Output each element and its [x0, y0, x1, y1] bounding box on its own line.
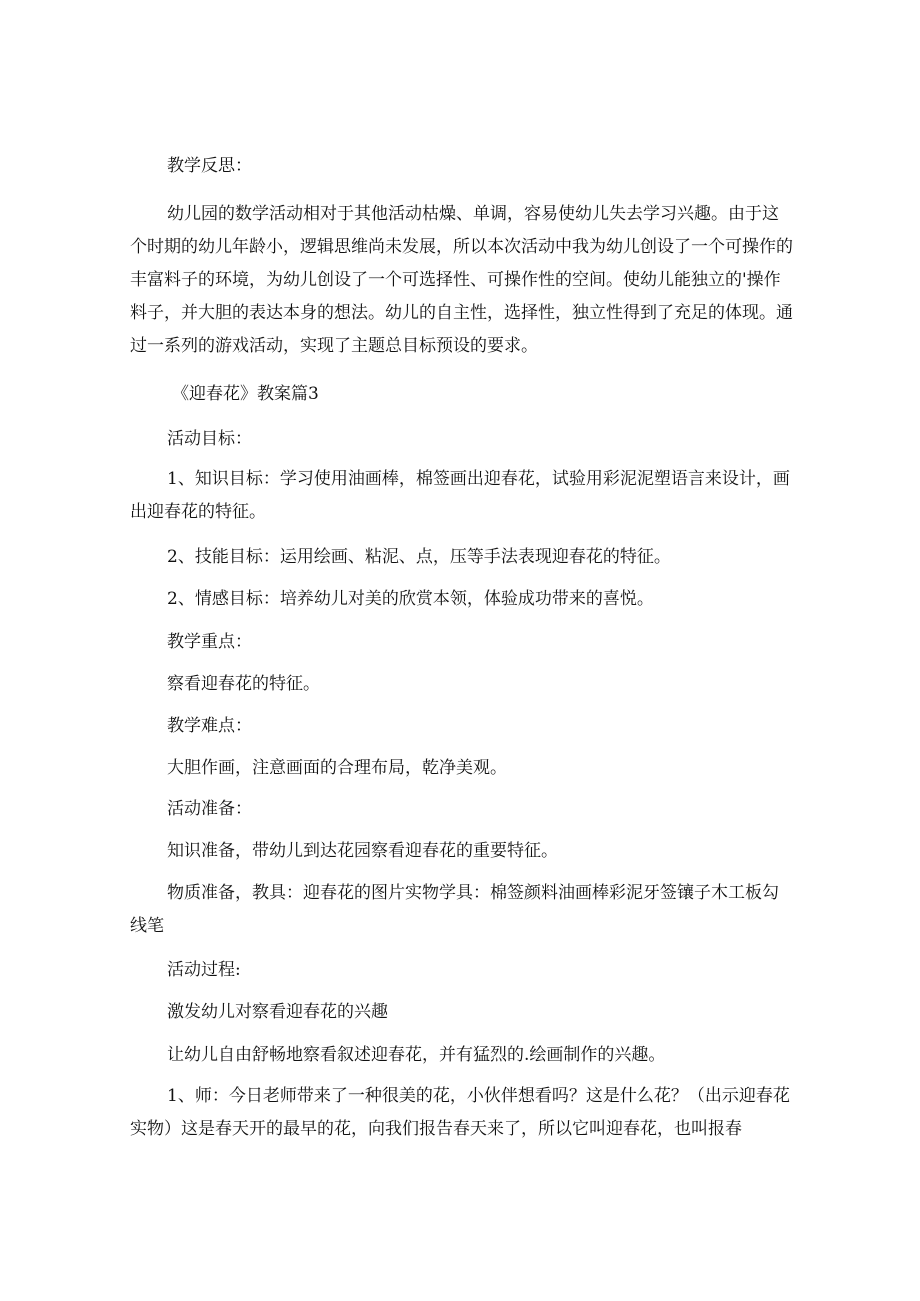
- goal-skill: 2、技能目标：运用绘画、粘泥、点，压等手法表现迎春花的特征。: [167, 547, 671, 567]
- knowledge-prep-text: 知识准备，带幼儿到达花园察看迎春花的重要特征。: [167, 841, 558, 861]
- paragraph-reflection-body: 幼儿园的数学活动相对于其他活动枯燥、单调，容易使幼儿失去学习兴趣。由于这个时期的幼儿年龄小，逻辑思维尚未发展，所以本次活动中我为幼儿创设了一个可操作的丰富料子的环境，为幼儿创设了一个可选择性、可操作性的空间。使幼儿能独立的'操作料子，并大胆的表达本身的想法。幼儿的自主性，选择性，独立性得到了充足的体现。通过一系列的游戏活动，实现了主题总目标预设的要求。: [130, 204, 793, 356]
- teaching-focus-text: 察看迎春花的特征。: [167, 674, 320, 694]
- goal-knowledge: 1、知识目标：学习使用油画棒，棉签画出迎春花，试验用彩泥泥塑语言来设计，画出迎春花的特征。: [130, 469, 790, 522]
- goal-emotion: 2、情感目标：培养幼儿对美的欣赏本领，体验成功带来的喜悦。: [167, 589, 654, 609]
- process-step-observe: 让幼儿自由舒畅地察看叙述迎春花，并有猛烈的.绘画制作的兴趣。: [167, 1045, 666, 1065]
- heading-activity-process: 活动过程:: [167, 960, 241, 980]
- heading-activity-prep: 活动准备：: [167, 799, 252, 819]
- section-title-lesson-plan-3: 《迎春花》教案篇3: [172, 384, 319, 404]
- teaching-difficulty-text: 大胆作画，注意画面的合理布局，乾净美观。: [167, 758, 507, 778]
- process-step-teacher-intro: 1、师：今日老师带来了一种很美的花，小伙伴想看吗？这是什么花？（出示迎春花实物）这是春天开的最早的花，向我们报告春天来了，所以它叫迎春花，也叫报春: [130, 1086, 790, 1139]
- heading-activity-goals: 活动目标：: [167, 429, 252, 449]
- heading-teaching-focus: 教学重点：: [167, 632, 252, 652]
- heading-teaching-reflection: 教学反思：: [167, 156, 252, 176]
- material-prep-text: 物质准备，教具：迎春花的图片实物学具：棉签颜料油画棒彩泥牙签镶子木工板勾线笔: [130, 883, 779, 936]
- heading-teaching-difficulty: 教学难点：: [167, 716, 252, 736]
- process-step-interest: 激发幼儿对察看迎春花的兴趣: [167, 1002, 388, 1022]
